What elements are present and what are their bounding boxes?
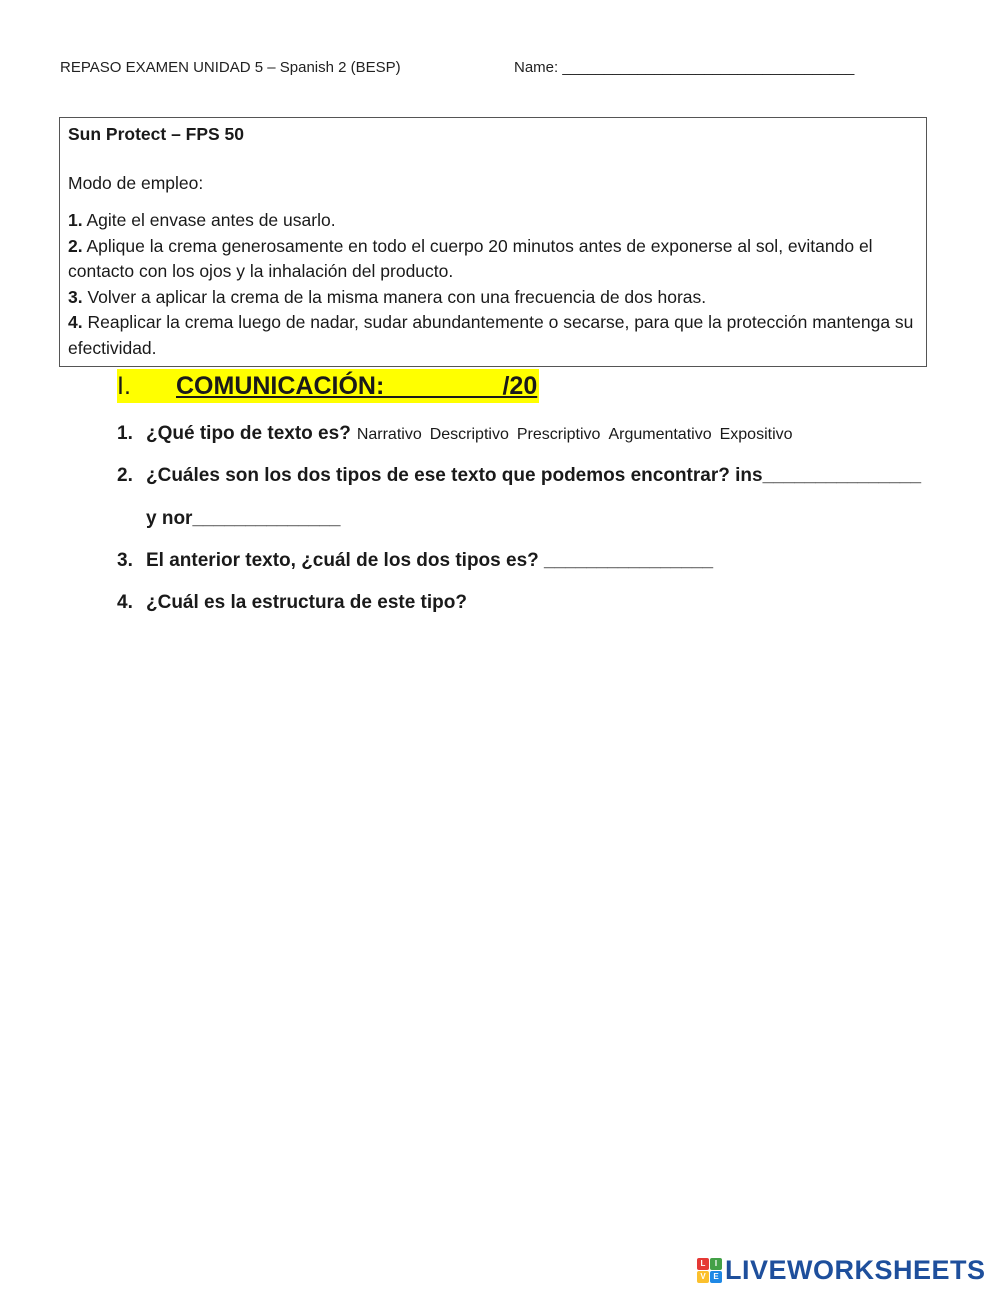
step-number: 2. xyxy=(68,235,83,256)
option-argumentativo[interactable]: Argumentativo xyxy=(608,426,712,443)
question-text[interactable]: ¿Cuáles son los dos tipos de ese texto que podemos encontrar? ins_______________ xyxy=(146,465,922,486)
step-text: Aplique la crema generosamente en todo el cuerpo 20 minutos antes de exponerse al sol, evitando el contacto con los ojos y la inhalación del producto. xyxy=(68,235,873,281)
logo-letter: L xyxy=(697,1258,709,1270)
step-text: Volver a aplicar la crema de la misma manera con una frecuencia de dos horas. xyxy=(82,286,707,307)
step-number: 3. xyxy=(68,286,83,307)
step-number: 1. xyxy=(68,210,83,230)
logo-text: LIVEWORKSHEETS xyxy=(725,1254,986,1285)
usage-mode-label: Modo de empleo: xyxy=(68,172,204,193)
question-number: 3. xyxy=(117,550,133,571)
logo-mark-icon xyxy=(697,1258,722,1283)
worksheet-header xyxy=(60,59,855,76)
question-2 xyxy=(117,465,921,487)
answer-options xyxy=(357,426,801,443)
question-text: ¿Cuál es la estructura de este tipo? xyxy=(146,592,467,613)
question-number: 4. xyxy=(117,592,133,613)
logo-letter: I xyxy=(710,1258,722,1270)
name-field: Name: ___________________________________ xyxy=(514,59,855,76)
logo-letter: V xyxy=(697,1271,709,1283)
question-text[interactable]: El anterior texto, ¿cuál de los dos tipos es? ________________ xyxy=(146,550,714,571)
section-numeral: I. xyxy=(117,372,131,400)
option-expositivo[interactable]: Expositivo xyxy=(719,426,793,443)
step-number: 4. xyxy=(68,312,83,332)
step-item xyxy=(68,310,918,361)
option-descriptivo[interactable]: Descriptivo xyxy=(429,426,509,443)
liveworksheets-logo xyxy=(697,1255,986,1285)
answer-blank-nor[interactable]: y nor______________ xyxy=(146,508,341,529)
section-title: COMUNICACIÓN: ________/20 xyxy=(176,372,538,400)
question-text: ¿Qué tipo de texto es? xyxy=(146,423,351,444)
question-4 xyxy=(117,592,467,614)
question-1 xyxy=(117,423,801,445)
reading-text-box xyxy=(59,117,927,367)
product-title: Sun Protect – FPS 50 xyxy=(68,124,245,144)
option-prescriptivo[interactable]: Prescriptivo xyxy=(516,426,601,443)
step-text: Agite el envase antes de usarlo. xyxy=(82,210,336,230)
step-text: Reaplicar la crema luego de nadar, sudar abundantemente o secarse, para que la protección mantenga su efectividad. xyxy=(68,312,914,358)
question-number: 2. xyxy=(117,465,133,486)
question-2-continuation xyxy=(146,508,340,530)
logo-letter: E xyxy=(710,1271,722,1283)
step-item xyxy=(68,285,918,311)
section-heading xyxy=(117,369,539,403)
step-item xyxy=(68,234,918,285)
step-item xyxy=(68,208,918,234)
question-number: 1. xyxy=(117,423,133,444)
option-narrativo[interactable]: Narrativo xyxy=(356,426,422,443)
worksheet-title: REPASO EXAMEN UNIDAD 5 – Spanish 2 (BESP) xyxy=(60,59,401,76)
question-3 xyxy=(117,550,713,572)
